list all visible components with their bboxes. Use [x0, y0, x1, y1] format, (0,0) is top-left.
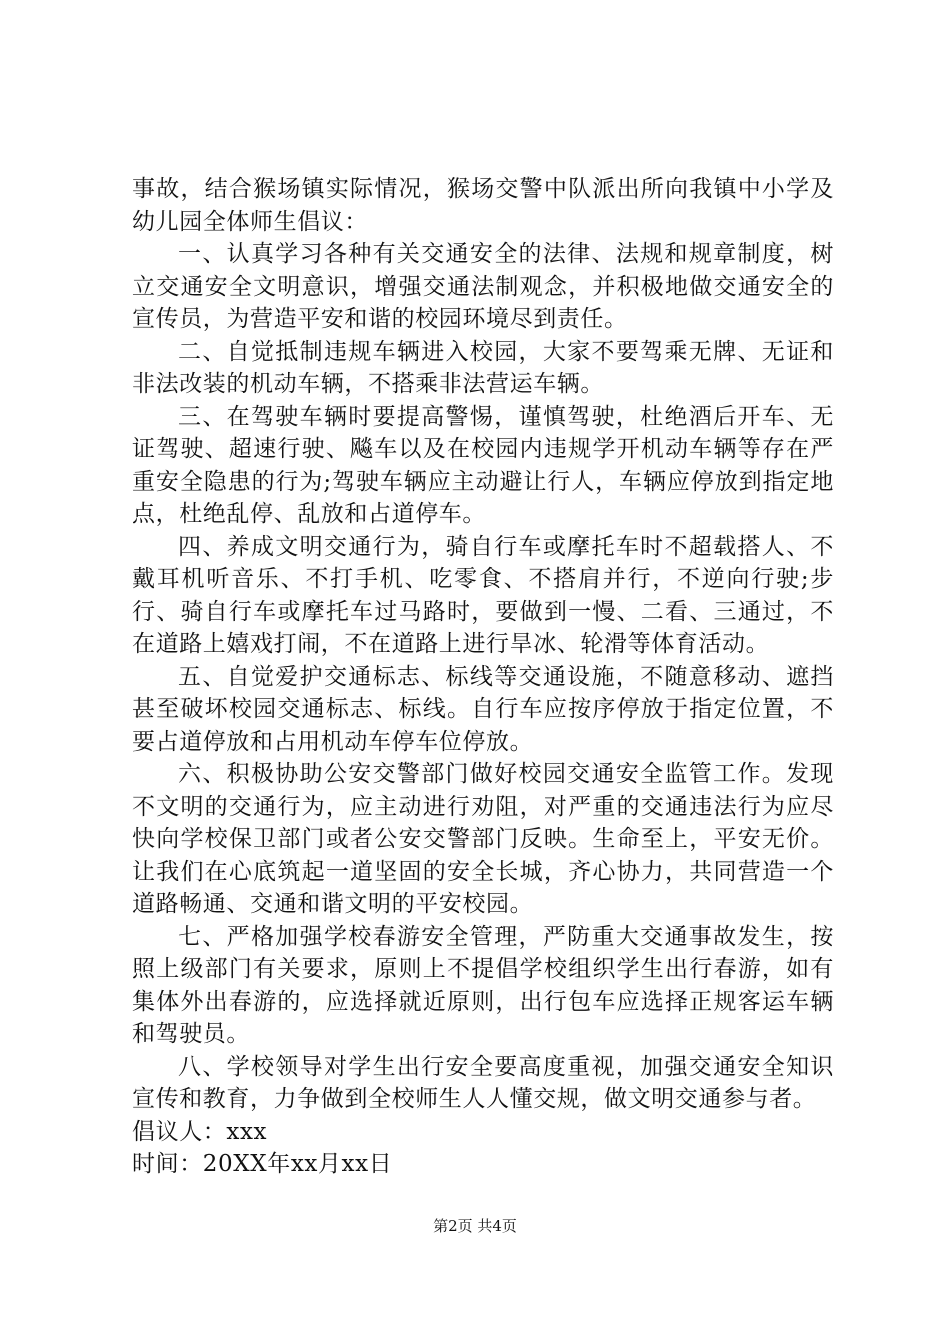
paragraph-item-5: 五、自觉爱护交通标志、标线等交通设施，不随意移动、遮挡甚至破坏校园交通标志、标线。自行车应按序停放于指定位置，不要占道停放和占用机动车停车位停放。 — [132, 663, 834, 755]
paragraph-item-6: 六、积极协助公安交警部门做好校园交通安全监管工作。发现不文明的交通行为，应主动进行劝阻，对严重的交通违法行为应尽快向学校保卫部门或者公安交警部门反映。生命至上，平安无价。让我们在心底筑起一道坚固的安全长城，齐心协力，共同营造一个道路畅通、交通和谐文明的平安校园。 — [132, 761, 834, 917]
signature-date: 时间：20XX年xx月xx日 — [132, 1151, 393, 1177]
paragraph-item-7: 七、严格加强学校春游安全管理，严防重大交通事故发生，按照上级部门有关要求，原则上不提倡学校组织学生出行春游，如有集体外出春游的，应选择就近原则，出行包车应选择正规客运车辆和驾驶员。 — [132, 923, 834, 1047]
document-body — [132, 173, 834, 1181]
paragraph-item-8: 八、学校领导对学生出行安全要高度重视，加强交通安全知识宣传和教育，力争做到全校师生人人懂交规，做文明交通参与者。 — [132, 1053, 834, 1112]
paragraph-item-4: 四、养成文明交通行为，骑自行车或摩托车时不超载搭人、不戴耳机听音乐、不打手机、吃零食、不搭肩并行，不逆向行驶;步行、骑自行车或摩托车过马路时，要做到一慢、二看、三通过，不在道路上嬉戏打闹，不在道路上进行旱冰、轮滑等体育活动。 — [132, 533, 834, 657]
signature-proposer: 倡议人：xxx — [132, 1118, 268, 1145]
page-number-footer: 第2页 共4页 — [433, 1217, 517, 1235]
paragraph-item-2: 二、自觉抵制违规车辆进入校园，大家不要驾乘无牌、无证和非法改装的机动车辆，不搭乘非法营运车辆。 — [132, 338, 834, 397]
paragraph-item-3: 三、在驾驶车辆时要提高警惕，谨慎驾驶，杜绝酒后开车、无证驾驶、超速行驶、飚车以及在校园内违规学开机动车辆等存在严重安全隐患的行为;驾驶车辆应主动避让行人，车辆应停放到指定地点，杜绝乱停、乱放和占道停车。 — [132, 403, 834, 527]
paragraph-item-1: 一、认真学习各种有关交通安全的法律、法规和规章制度，树立交通安全文明意识，增强交通法制观念，并积极地做交通安全的宣传员，为营造平安和谐的校园环境尽到责任。 — [132, 241, 834, 332]
paragraph-intro: 事故，结合猴场镇实际情况，猴场交警中队派出所向我镇中小学及幼儿园全体师生倡议： — [132, 176, 834, 235]
